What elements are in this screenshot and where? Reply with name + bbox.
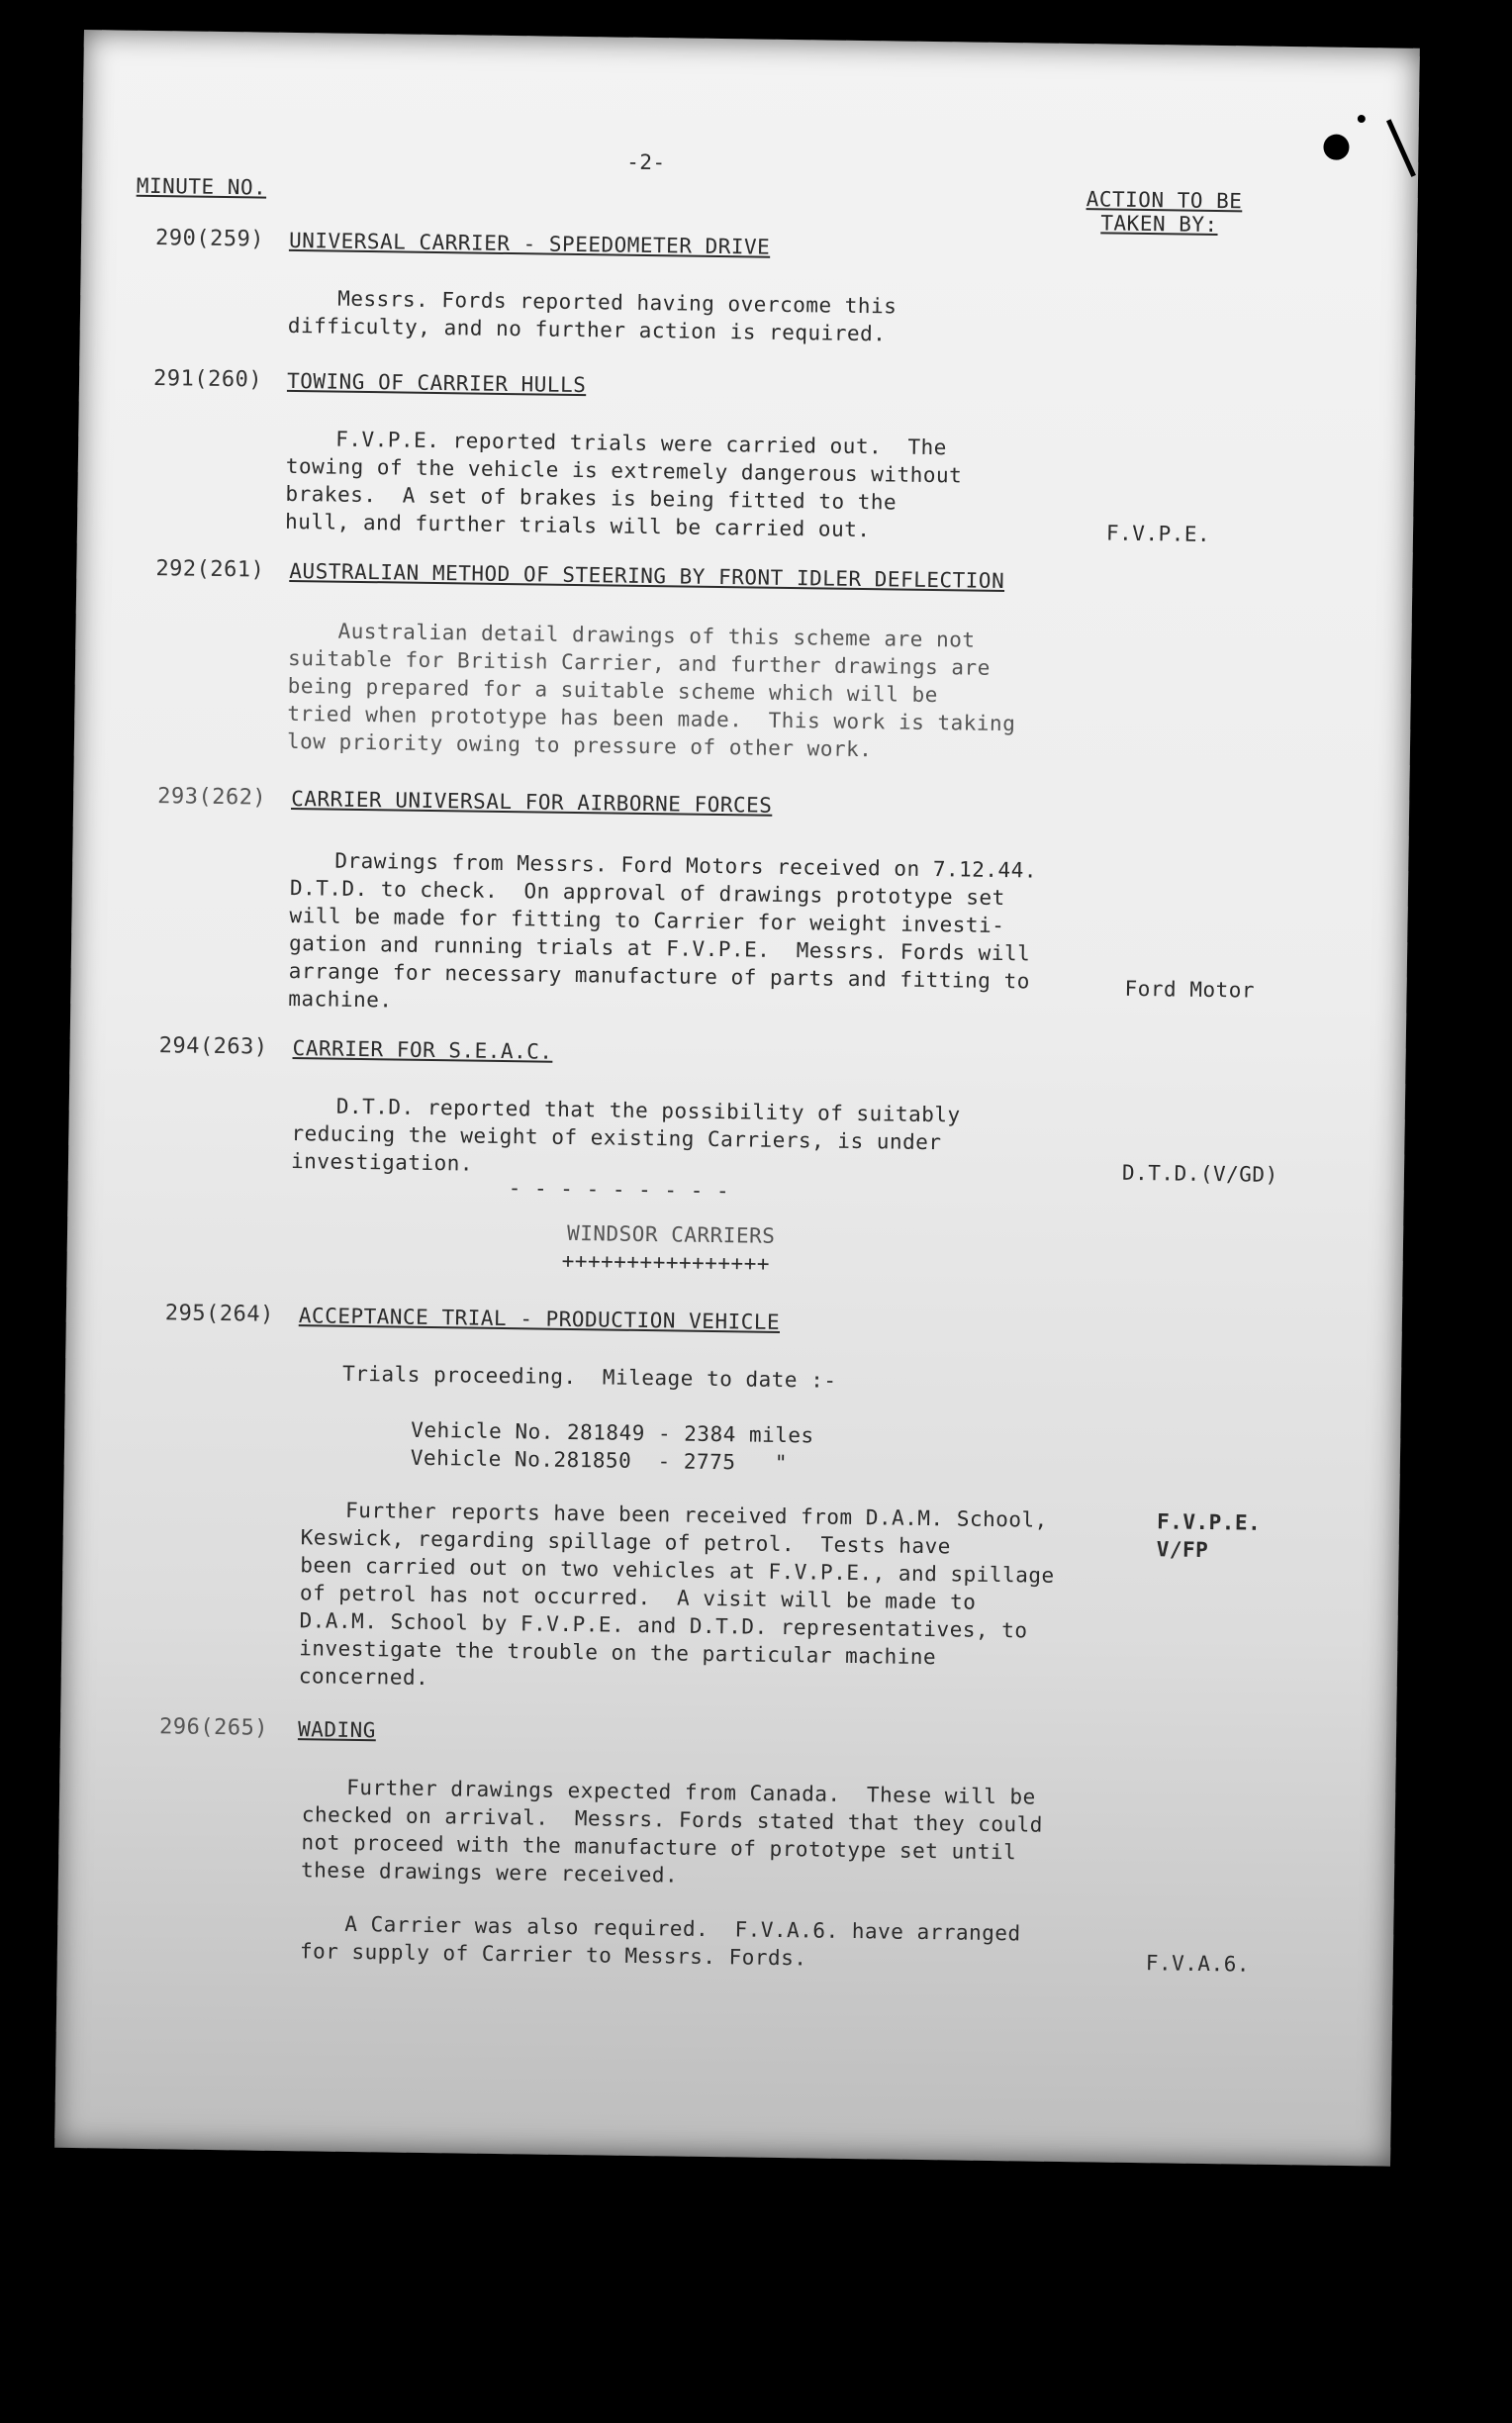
action-by: F.V.A.6.: [1145, 1951, 1251, 1977]
item-text-line: investigation.: [290, 1149, 474, 1176]
item-text-line: A Carrier was also required. F.V.A.6. have arranged: [344, 1911, 1021, 1946]
item-text-line: Further drawings expected from Canada. These will be: [346, 1775, 1036, 1809]
item-text-line: D.T.D. to check. On approval of drawings prototype set: [289, 875, 1005, 911]
item-heading: CARRIER UNIVERSAL FOR AIRBORNE FORCES: [291, 786, 773, 818]
item-number: 295(264): [164, 1301, 275, 1327]
item-number: 291(260): [152, 366, 263, 393]
action-by: Ford Motor: [1124, 976, 1256, 1003]
item-text-line: D.T.D. reported that the possibility of suitably: [335, 1094, 961, 1127]
item-text-line: for supply of Carrier to Messrs. Fords.: [299, 1939, 807, 1971]
item-heading: CARRIER FOR S.E.A.C.: [292, 1036, 553, 1064]
item-text-line: tried when prototype has been made. This work is taking: [287, 701, 1016, 736]
minute-no-header: MINUTE NO.: [136, 173, 267, 200]
vehicle-line: Vehicle No. 281849 - 2384 miles: [411, 1417, 814, 1448]
item-text-line: will be made for fitting to Carrier for weight investi-: [289, 903, 1005, 938]
item-text-line: F.V.P.E. reported trials were carried out. The: [335, 427, 948, 460]
item-number: 293(262): [157, 784, 267, 811]
action-by: F.V.P.E.: [1156, 1509, 1262, 1535]
ink-dot: [1358, 115, 1366, 123]
item-text-line: D.A.M. School by F.V.P.E. and D.T.D. representatives, to: [299, 1608, 1028, 1643]
item-heading: UNIVERSAL CARRIER - SPEEDOMETER DRIVE: [288, 228, 771, 259]
item-text-line: suitable for British Carrier, and further drawings are: [287, 645, 991, 680]
item-text-line: gation and running trials at F.V.P.E. Messrs. Fords will: [288, 930, 1031, 966]
action-by: D.T.D.(V/GD): [1121, 1160, 1278, 1187]
action-by: F.V.P.E.: [1105, 521, 1211, 546]
item-text-line: brakes. A set of brakes is being fitted to the: [285, 481, 898, 515]
item-text-line: arrange for necessary manufacture of parts and fitting to: [288, 958, 1030, 994]
item-text-line: Australian detail drawings of this scheme are not: [337, 619, 976, 652]
item-text-line: difficulty, and no further action is required.: [287, 313, 887, 346]
item-text-line: these drawings were received.: [300, 1858, 679, 1888]
item-text-line: being prepared for a suitable scheme which will be: [287, 673, 939, 708]
item-number: 294(263): [158, 1033, 268, 1060]
action-by: V/FP: [1156, 1537, 1209, 1563]
item-text-line: Keswick, regarding spillage of petrol. Tests have: [300, 1525, 952, 1559]
action-header-line1: ACTION TO BE: [1086, 187, 1243, 214]
item-text-line: Further reports have been received from D.A.M. School,: [344, 1498, 1048, 1532]
item-text-line: low priority owing to pressure of other work.: [286, 728, 873, 762]
document-page: [54, 30, 1420, 2167]
item-number: 296(265): [158, 1714, 269, 1741]
vehicle-line: Vehicle No.281850 - 2775 ": [410, 1445, 789, 1476]
item-text-line: concerned.: [298, 1664, 429, 1691]
item-heading: AUSTRALIAN METHOD OF STEERING BY FRONT IDLER DEFLECTION: [289, 558, 1005, 594]
item-text-line: Drawings from Messrs. Ford Motors received on 7.12.44.: [334, 848, 1038, 883]
item-text-line: been carried out on two vehicles at F.V.P.E., and spillage: [300, 1553, 1055, 1588]
item-text-line: of petrol has not occurred. A visit will be made to: [299, 1581, 977, 1614]
ink-blot: [1323, 135, 1349, 160]
item-text-line: Messrs. Fords reported having overcome this: [337, 286, 898, 319]
item-text-line: not proceed with the manufacture of prototype set until: [301, 1830, 1017, 1865]
item-heading: ACCEPTANCE TRIAL - PRODUCTION VEHICLE: [298, 1304, 781, 1334]
item-heading: WADING: [297, 1717, 377, 1743]
page-marker: -2-: [626, 149, 666, 175]
action-header-line2: TAKEN BY:: [1100, 211, 1218, 238]
item-text-line: checked on arrival. Messrs. Fords stated that they could: [301, 1802, 1044, 1837]
item-text-line: towing of the vehicle is extremely dangerous without: [285, 453, 963, 488]
item-text-line: machine.: [288, 986, 393, 1013]
item-text-line: hull, and further trials will be carried out.: [284, 509, 871, 542]
section-rule: ++++++++++++++++: [561, 1248, 771, 1276]
section-title: WINDSOR CARRIERS: [566, 1220, 776, 1248]
item-text-line: Trials proceeding. Mileage to date :-: [341, 1361, 837, 1393]
item-number: 290(259): [154, 226, 265, 252]
item-text-line: reducing the weight of existing Carriers, is under: [291, 1121, 942, 1155]
item-number: 292(261): [155, 556, 265, 583]
item-heading: TOWING OF CARRIER HULLS: [286, 368, 587, 398]
item-text-line: investigate the trouble on the particular machine: [299, 1636, 937, 1670]
section-dashes: - - - - - - - - -: [508, 1176, 730, 1204]
ink-tick-mark: [1386, 119, 1416, 177]
